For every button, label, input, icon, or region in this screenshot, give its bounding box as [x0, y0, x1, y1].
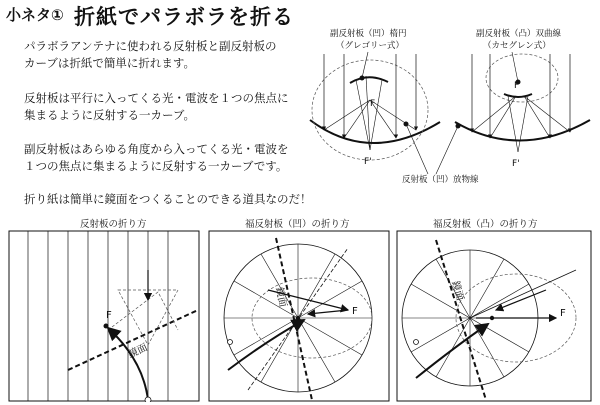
panel-1-mirror: 鏡面 [126, 342, 150, 361]
antenna-diagram [300, 20, 600, 200]
right-sub-label-2: （カセグレン式） [483, 41, 551, 51]
title-badge: 小ネタ① [6, 6, 64, 24]
panel-3-mirror: 鏡面 [449, 279, 466, 303]
subreflector-line-1: 副反射板はあらゆる角度から入ってくる光・電波を [24, 142, 289, 156]
reflector-line-1: 反射板は平行に入ってくる光・電波を１つの焦点に [24, 91, 289, 105]
left-sub-label: 副反射板（凹）楕円 [330, 29, 407, 39]
panel-1-focus: F [106, 310, 112, 321]
intro-text [24, 38, 277, 72]
right-sub-label: 副反射板（凸）双曲線 [476, 29, 562, 39]
right-focus-f: F [514, 81, 520, 91]
panel-2-focus: F [352, 306, 358, 317]
left-focus-f-prime: F' [364, 157, 372, 167]
reflector-label: 反射板（凹）放物線 [402, 175, 479, 185]
subreflector-text [24, 141, 289, 175]
reflector-line-2: 集まるように反射する一カーブ。 [24, 108, 196, 122]
panel-3 [396, 230, 592, 402]
panel-2-mirror: 鏡面 [273, 286, 288, 309]
panel-2 [208, 230, 390, 402]
intro-line-1: パラボラアンテナに使われる反射板と副反射板の [24, 39, 277, 53]
page-title: 折紙でパラボラを折る [74, 5, 294, 29]
left-focus-f: F [370, 99, 376, 109]
origami-note: 折り紙は簡単に鏡面をつくることのできる道具なのだ！ [24, 192, 312, 206]
panel-2-caption: 福反射板（凹）の折り方 [245, 219, 350, 230]
panel-1-caption: 反射板の折り方 [80, 219, 147, 230]
intro-line-2: カーブは折紙で簡単に折れます。 [24, 56, 196, 70]
right-focus-f-prime: F' [512, 159, 520, 169]
subreflector-line-2: １つの焦点に集まるように反射する一カーブです。 [24, 159, 288, 173]
panel-3-caption: 福反射板（凸）の折り方 [433, 219, 538, 230]
reflector-text [24, 90, 289, 124]
panel-3-focus: F [560, 308, 566, 319]
left-sub-label-2: （グレゴリー式） [336, 41, 405, 51]
panel-1 [8, 230, 200, 402]
